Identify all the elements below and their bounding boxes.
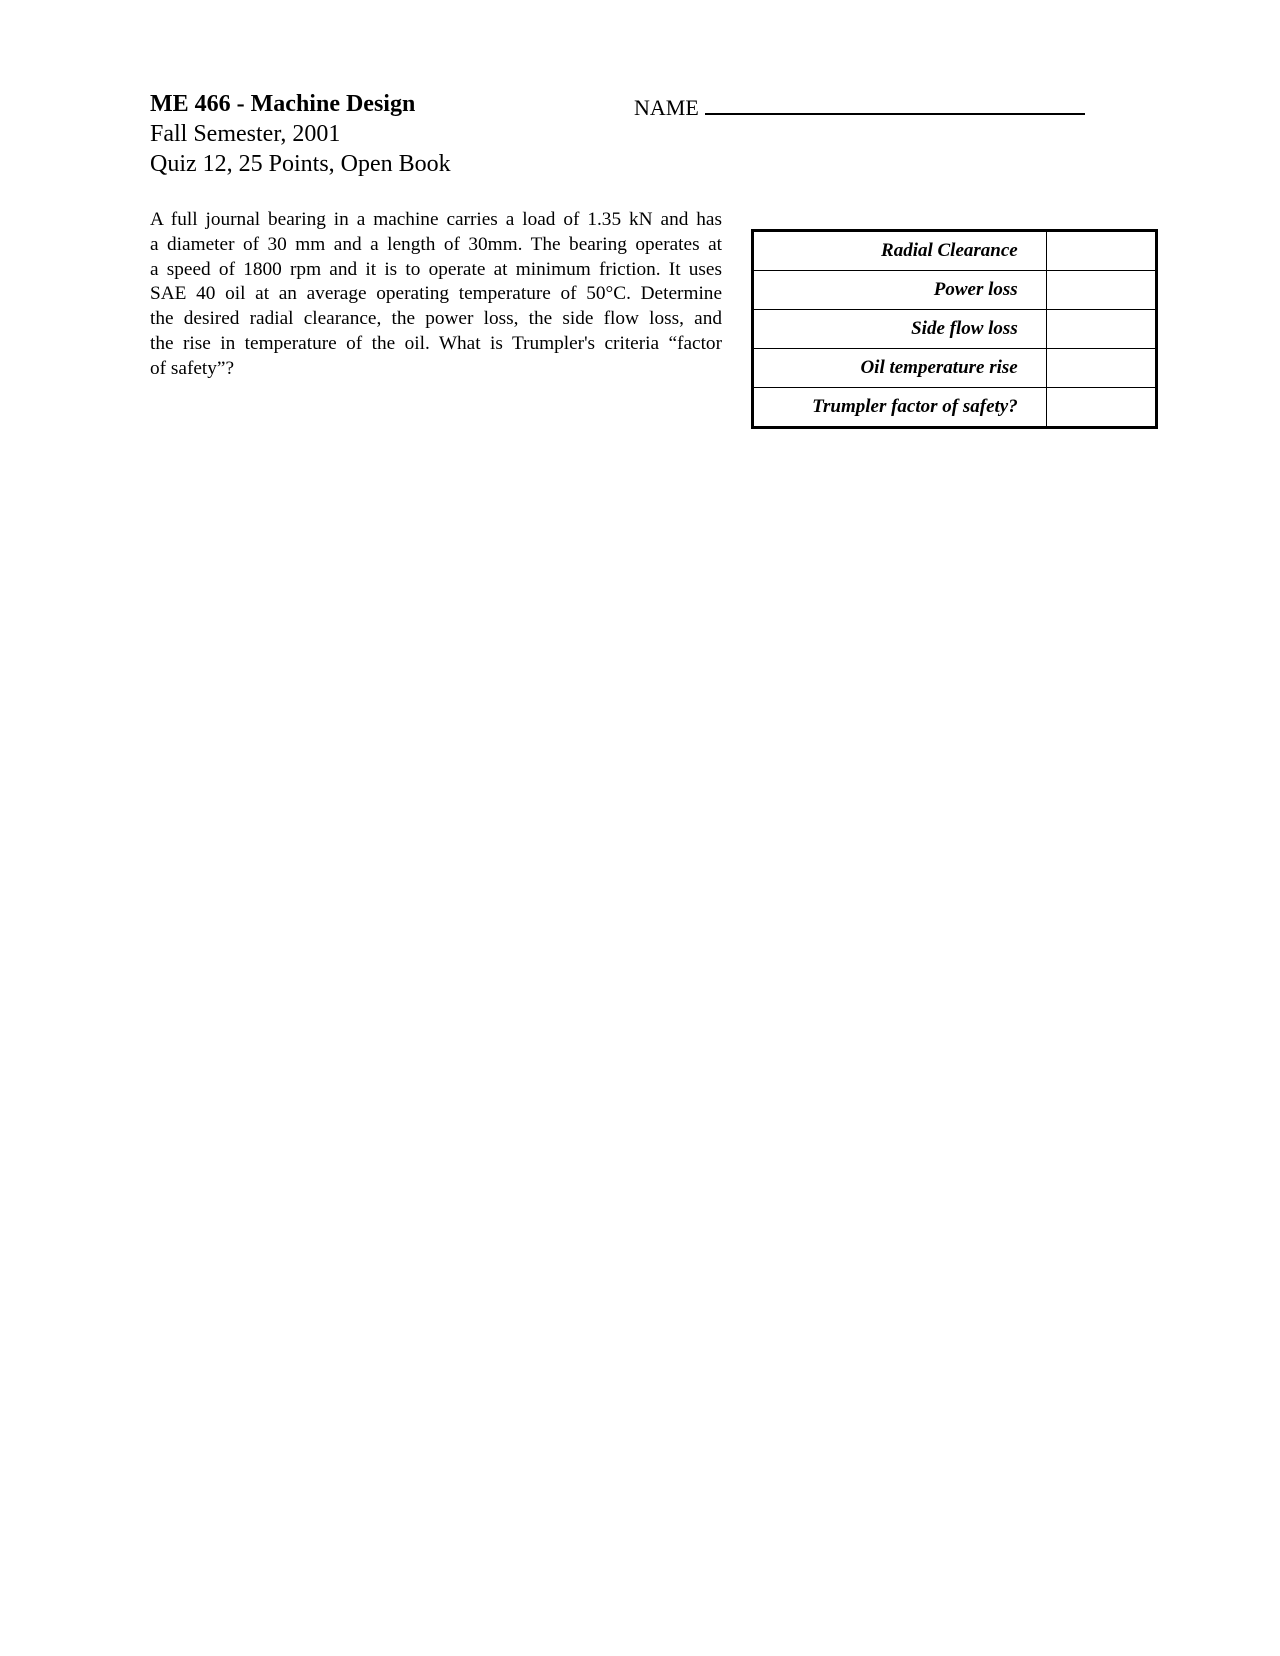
answer-label: Trumpler factor of safety? xyxy=(753,388,1047,428)
quiz-header xyxy=(150,89,451,179)
answer-label: Oil temperature rise xyxy=(753,349,1047,388)
answer-row-side-flow-loss xyxy=(753,310,1157,349)
answer-row-power-loss xyxy=(753,271,1157,310)
answer-row-oil-temperature-rise xyxy=(753,349,1157,388)
problem-line: a speed of 1800 rpm and it is to operate at minimum friction. It uses xyxy=(150,258,722,280)
name-label: NAME xyxy=(634,95,699,120)
name-blank-line[interactable] xyxy=(705,89,1085,115)
answer-value-cell[interactable] xyxy=(1046,310,1156,349)
answer-label: Radial Clearance xyxy=(753,231,1047,271)
name-field xyxy=(634,89,1085,123)
answer-row-radial-clearance xyxy=(753,231,1157,271)
problem-line: the rise in temperature of the oil. What is Trumpler's criteria “factor xyxy=(150,332,722,354)
problem-line: SAE 40 oil at an average operating temperature of 50°C. Determine xyxy=(150,283,722,305)
answer-value-cell[interactable] xyxy=(1046,349,1156,388)
answer-label: Power loss xyxy=(753,271,1047,310)
answer-value-cell[interactable] xyxy=(1046,231,1156,271)
problem-statement xyxy=(150,208,722,382)
answer-row-trumpler-factor xyxy=(753,388,1157,428)
problem-line: the desired radial clearance, the power loss, the side flow loss, and xyxy=(150,308,722,330)
problem-line: A full journal bearing in a machine carries a load of 1.35 kN and has xyxy=(150,209,722,230)
problem-line: of safety”? xyxy=(150,357,235,379)
answer-value-cell[interactable] xyxy=(1046,271,1156,310)
quiz-info: Quiz 12, 25 Points, Open Book xyxy=(150,151,451,177)
semester-label: Fall Semester, 2001 xyxy=(150,121,341,147)
answer-label: Side flow loss xyxy=(753,310,1047,349)
course-title: ME 466 - Machine Design xyxy=(150,91,416,117)
answer-value-cell[interactable] xyxy=(1046,388,1156,428)
problem-line: a diameter of 30 mm and a length of 30mm. The bearing operates at xyxy=(150,233,722,255)
answer-table xyxy=(751,229,1158,429)
